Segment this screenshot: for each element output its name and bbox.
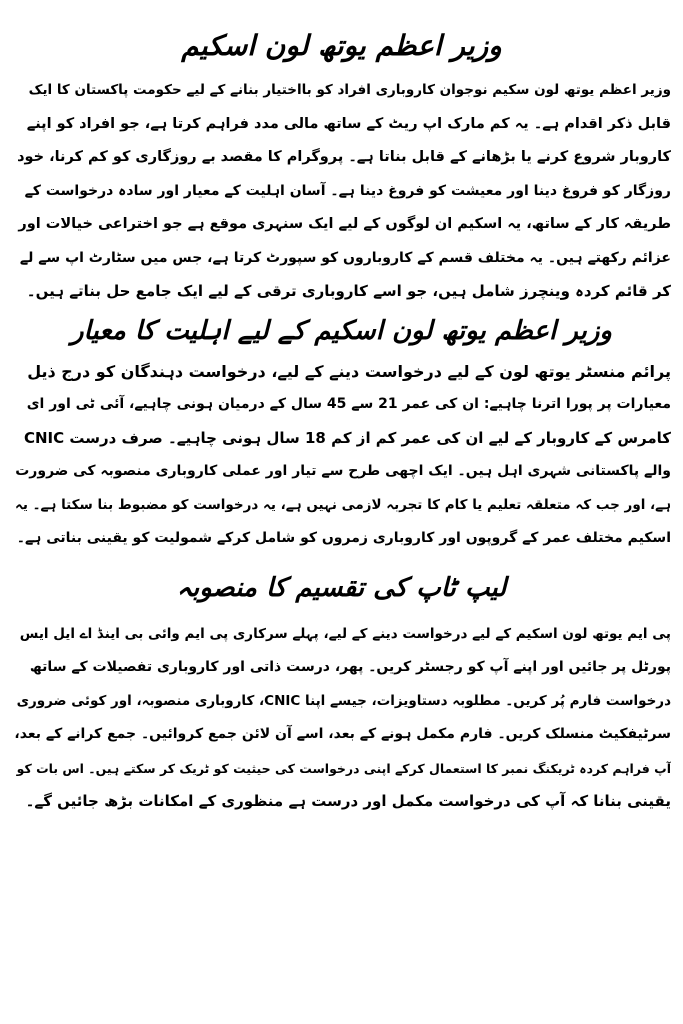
paragraph-line: درخواست فارم پُر کریں۔ مطلوبہ دستاویزات، جیسے اپنا CNIC، کاروباری منصوبہ، اور کوئی ضروری <box>16 692 671 709</box>
section-heading-laptop-distribution: لیپ ٹاپ کی تقسیم کا منصوبہ <box>176 572 507 603</box>
paragraph-line: اسکیم مختلف عمر کے گروپوں اور کاروباری زمروں کو شامل کرکے شمولیت کو یقینی بناتی ہے۔ <box>16 530 671 546</box>
paragraph-line: والے پاکستانی شہری اہل ہیں۔ ایک اچھی طرح سے تیار اور عملی کاروباری منصوبہ کی ضرورت <box>15 463 671 479</box>
paragraph-line: قابل ذکر اقدام ہے۔ یہ کم مارک اپ ریٹ کے ساتھ مالی مدد فراہم کرتا ہے، جو افراد کو اپنے <box>26 115 671 132</box>
paragraph-line: پرائم منسٹر یوتھ لون کے لیے درخواست دینے کے لیے، درخواست دہندگان کو درج ذیل <box>27 361 671 381</box>
paragraph-line: پی ایم یوتھ لون اسکیم کے لیے درخواست دینے کے لیے، پہلے سرکاری پی ایم وائی بی اینڈ اے ایل ایس <box>19 625 671 642</box>
paragraph-line: معیارات پر پورا اترنا چاہیے: ان کی عمر 21 سے 45 سال کے درمیان ہونی چاہیے، آئی ٹی اور ای <box>26 396 671 412</box>
paragraph-application-steps <box>12 618 671 819</box>
paragraph-line: آپ فراہم کردہ ٹریکنگ نمبر کا استعمال کرکے اپنی درخواست کی حیثیت کو ٹریک کر سکتے ہیں۔ اس بات کو <box>16 760 671 776</box>
paragraph-line: ہے، اور جب کہ متعلقہ تعلیم یا کام کا تجربہ لازمی نہیں ہے، یہ درخواست کو مضبوط بنا سکتا ہے۔ یہ <box>14 496 671 513</box>
paragraph-line: کاروبار شروع کرنے یا بڑھانے کے قابل بناتا ہے۔ پروگرام کا مقصد بے روزگاری کو کم کرنا، خود <box>17 149 671 165</box>
section-heading-eligibility: وزیر اعظم یوتھ لون اسکیم کے لیے اہلیت کا معیار <box>71 315 612 346</box>
paragraph-line: عزائم رکھتے ہیں۔ یہ مختلف قسم کے کاروباروں کو سپورٹ کرتا ہے، جس میں سٹارٹ اپ سے لے <box>19 249 671 266</box>
paragraph-line: وزیر اعظم یوتھ لون سکیم نوجوان کاروباری افراد کو بااختیار بنانے کے لیے حکومت پاکستان کا ایک <box>28 82 671 98</box>
paragraph-line: پورٹل پر جائیں اور اپنے آپ کو رجسٹر کریں۔ پھر، درست ذاتی اور کاروباری تفصیلات کے ساتھ <box>29 659 671 675</box>
paragraph-line: کر قائم کردہ وینچرز شامل ہیں، جو اسے کاروباری ترقی کے لیے ایک جامع حل بناتے ہیں۔ <box>26 282 671 300</box>
paragraph-eligibility <box>12 355 671 556</box>
section-heading-scheme: وزیر اعظم یوتھ لون اسکیم <box>181 29 502 62</box>
paragraph-line: یقینی بنانا کہ آپ کی درخواست مکمل اور درست ہے منظوری کے امکانات بڑھ جائیں گے۔ <box>25 792 671 810</box>
paragraph-line: روزگار کو فروغ دینا اور معیشت کو فروغ دینا ہے۔ آسان اہلیت کے معیار اور سادہ درخواست کے <box>24 182 671 199</box>
paragraph-scheme-intro <box>12 74 671 309</box>
paragraph-line: طریقہ کار کے ساتھ، یہ اسکیم ان لوگوں کے لیے ایک سنہری موقع ہے جو اختراعی خیالات اور <box>18 216 671 232</box>
paragraph-line: سرٹیفکیٹ منسلک کریں۔ فارم مکمل ہونے کے بعد، اسے آن لائن جمع کروائیں۔ جمع کرانے کے بعد، <box>14 726 671 742</box>
paragraph-line: کامرس کے کاروبار کے لیے ان کی عمر کم از کم 18 سال ہونی چاہیے۔ صرف درست CNIC <box>23 428 671 447</box>
